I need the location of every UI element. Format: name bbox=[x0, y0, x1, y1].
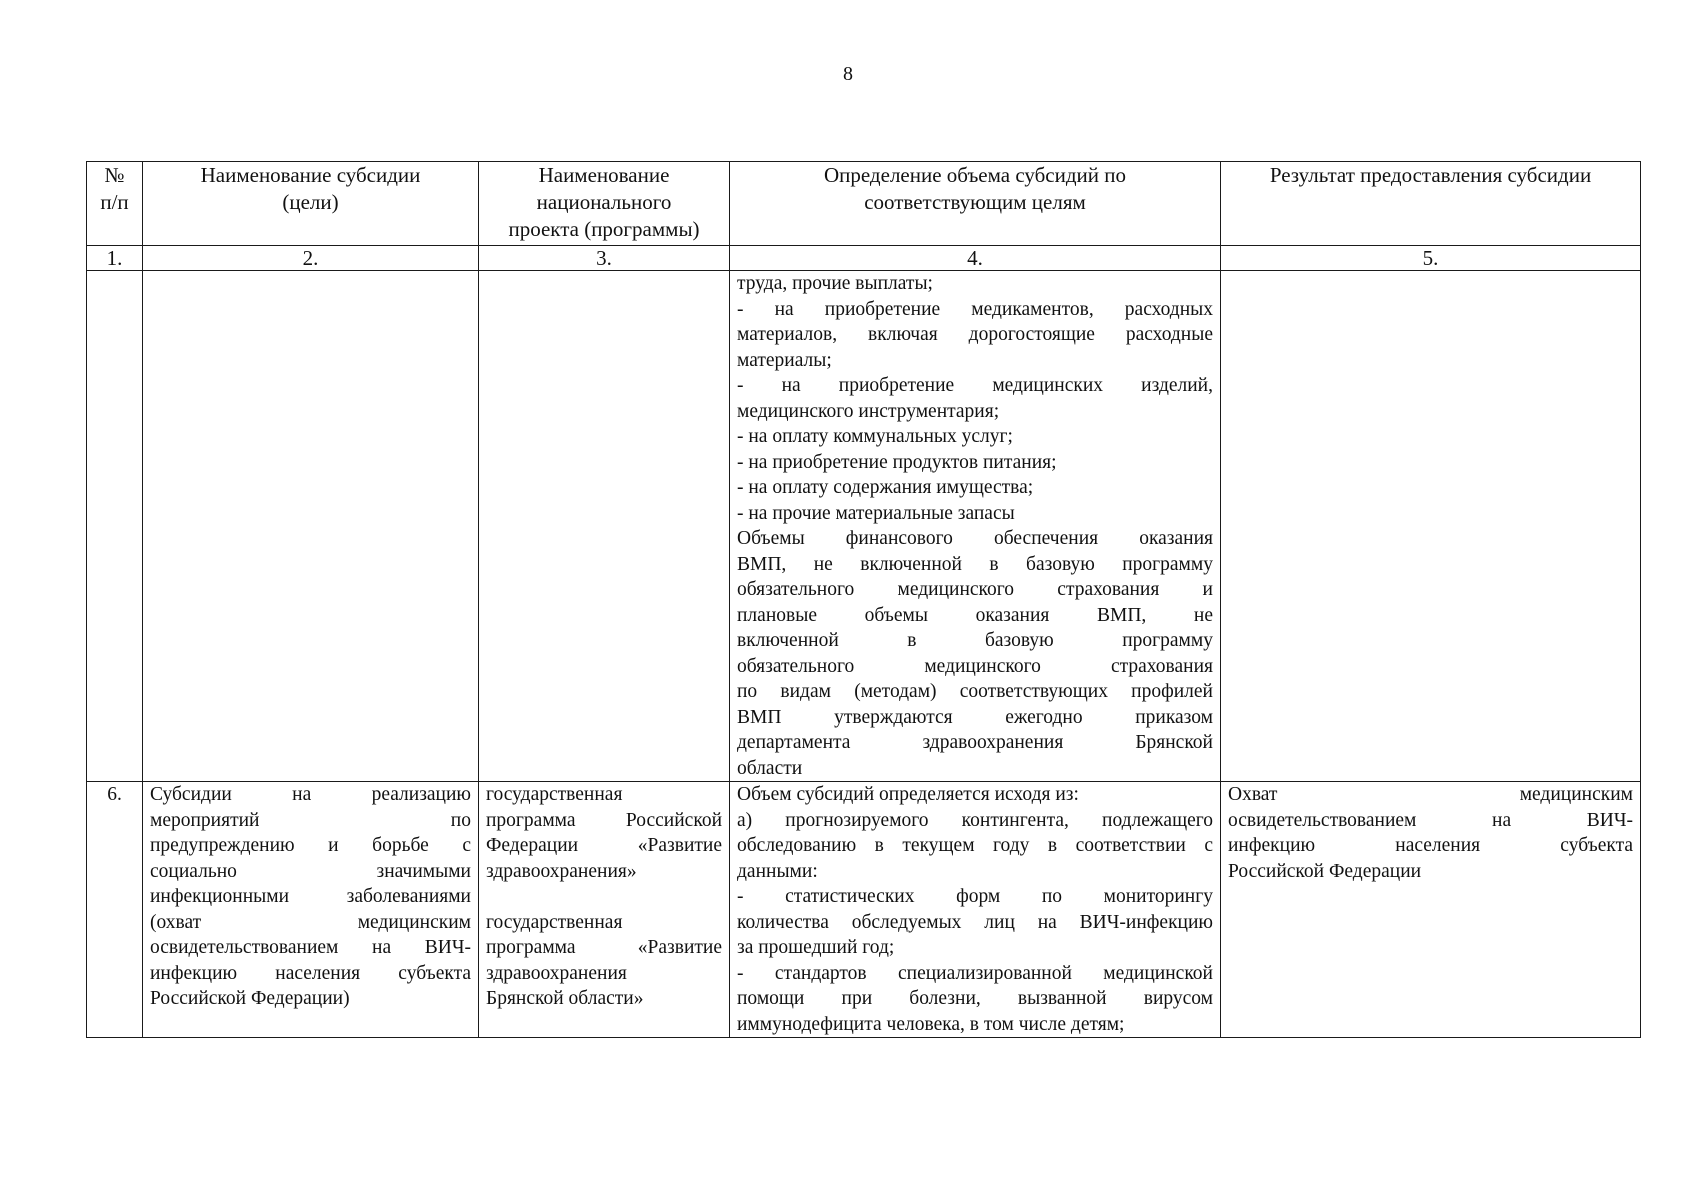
text-line: помощи при болезни, вызванной вирусом bbox=[737, 988, 1213, 1009]
column-number: 2. bbox=[143, 246, 479, 271]
text-line: обязательного медицинского страхования и bbox=[737, 579, 1213, 600]
empty-cell bbox=[143, 271, 479, 782]
column-number: 5. bbox=[1221, 246, 1641, 271]
text-line: - на оплату коммунальных услуг; bbox=[737, 426, 1013, 447]
text-line: государственная bbox=[486, 784, 623, 805]
text-line: области bbox=[737, 757, 803, 779]
header-line: Наименование bbox=[538, 163, 670, 187]
text-line: включенной в базовую программу bbox=[737, 630, 1213, 651]
text-line: медицинского инструментария; bbox=[737, 400, 1000, 422]
column-number-row bbox=[87, 246, 1641, 271]
header-line: № bbox=[104, 163, 125, 187]
header-line: (цели) bbox=[282, 190, 339, 214]
text-line: мероприятий по bbox=[150, 809, 471, 831]
text-line: Федерации «Развитие bbox=[486, 835, 722, 856]
text-line: ВМП, не включенной в базовую программу bbox=[737, 553, 1213, 575]
text-line: обязательного медицинского страхования bbox=[737, 655, 1213, 677]
column-number: 4. bbox=[730, 246, 1221, 271]
header-subsidy-name bbox=[143, 162, 479, 246]
spacer bbox=[486, 884, 722, 910]
text-line: Охват медицинским bbox=[1228, 784, 1633, 805]
text-line: департамента здравоохранения Брянской bbox=[737, 732, 1213, 753]
text-line: труда, прочие выплаты; bbox=[737, 273, 933, 294]
header-line: национального bbox=[536, 190, 672, 214]
volume-definition-cell bbox=[730, 782, 1221, 1038]
text-line: - статистических форм по мониторингу bbox=[737, 886, 1213, 907]
text-line: Субсидии на реализацию bbox=[150, 784, 471, 805]
text-line: освидетельствованием на ВИЧ- bbox=[150, 937, 471, 958]
text-line: - на оплату содержания имущества; bbox=[737, 477, 1034, 498]
text-line: обследованию в текущем году в соответствии с bbox=[737, 835, 1213, 856]
table-row-6 bbox=[87, 782, 1641, 1038]
text-line: материалы; bbox=[737, 349, 832, 371]
header-line: Определение объема субсидий по bbox=[823, 163, 1127, 187]
empty-cell bbox=[1221, 271, 1641, 782]
text-line: инфекцию населения субъекта bbox=[150, 962, 471, 984]
text-line: данными: bbox=[737, 860, 818, 882]
header-project-name bbox=[479, 162, 730, 246]
text-line: ВМП утверждаются ежегодно приказом bbox=[737, 706, 1213, 728]
text-line: - на приобретение продуктов питания; bbox=[737, 451, 1057, 473]
text-line: инфекционными заболеваниями bbox=[150, 886, 471, 907]
text-line: по видам (методам) соответствующих профилей bbox=[737, 681, 1213, 702]
text-line: - стандартов специализированной медицинской bbox=[737, 962, 1213, 984]
text-line: - на прочие материальные запасы bbox=[737, 502, 1015, 524]
header-line: соответствующим целям bbox=[864, 190, 1086, 214]
table-row-continuation bbox=[87, 271, 1641, 782]
volume-definition-cell bbox=[730, 271, 1221, 782]
header-line: п/п bbox=[100, 190, 129, 214]
header-volume-definition bbox=[730, 162, 1221, 246]
subsidy-name-cell bbox=[143, 782, 479, 1038]
page-number: 8 bbox=[843, 63, 853, 85]
empty-cell bbox=[479, 271, 730, 782]
text-line: материалов, включая дорогостоящие расходные bbox=[737, 324, 1213, 345]
text-line: Российской Федерации bbox=[1228, 860, 1422, 882]
text-line: инфекцию населения субъекта bbox=[1228, 835, 1633, 856]
column-number: 1. bbox=[87, 246, 143, 271]
column-number: 3. bbox=[479, 246, 730, 271]
table-header-row bbox=[87, 162, 1641, 246]
text-line: а) прогнозируемого контингента, подлежащего bbox=[737, 809, 1213, 831]
header-result bbox=[1221, 162, 1641, 246]
text-line: Брянской области» bbox=[486, 988, 644, 1009]
text-line: освидетельствованием на ВИЧ- bbox=[1228, 809, 1633, 831]
text-line: Российской Федерации) bbox=[150, 988, 350, 1009]
text-line: здравоохранения» bbox=[486, 860, 637, 882]
subsidy-table bbox=[86, 161, 1641, 1038]
text-line: Объемы финансового обеспечения оказания bbox=[737, 528, 1213, 549]
header-line: Результат предоставления субсидии bbox=[1269, 163, 1592, 187]
empty-cell bbox=[87, 271, 143, 782]
header-number bbox=[87, 162, 143, 246]
text-line: социально значимыми bbox=[150, 860, 471, 882]
text-line: - на приобретение медикаментов, расходных bbox=[737, 298, 1213, 320]
header-line: Наименование субсидии bbox=[200, 163, 421, 187]
text-line: государственная bbox=[486, 911, 623, 933]
header-line: проекта (программы) bbox=[508, 217, 700, 241]
text-line: программа «Развитие bbox=[486, 937, 722, 958]
text-line: (охват медицинским bbox=[150, 911, 471, 933]
project-name-cell bbox=[479, 782, 730, 1038]
text-line: за прошедший год; bbox=[737, 937, 895, 958]
text-line: - на приобретение медицинских изделий, bbox=[737, 375, 1213, 396]
result-cell bbox=[1221, 782, 1641, 1038]
text-line: Объем субсидий определяется исходя из: bbox=[737, 784, 1079, 805]
row-number: 6. bbox=[87, 782, 143, 1038]
text-line: количества обследуемых лиц на ВИЧ-инфекцию bbox=[737, 911, 1213, 933]
text-line: иммунодефицита человека, в том числе детям; bbox=[737, 1013, 1125, 1035]
text-line: предупреждению и борьбе с bbox=[150, 835, 471, 856]
text-line: программа Российской bbox=[486, 809, 722, 831]
text-line: здравоохранения bbox=[486, 962, 627, 984]
text-line: плановые объемы оказания ВМП, не bbox=[737, 604, 1213, 626]
